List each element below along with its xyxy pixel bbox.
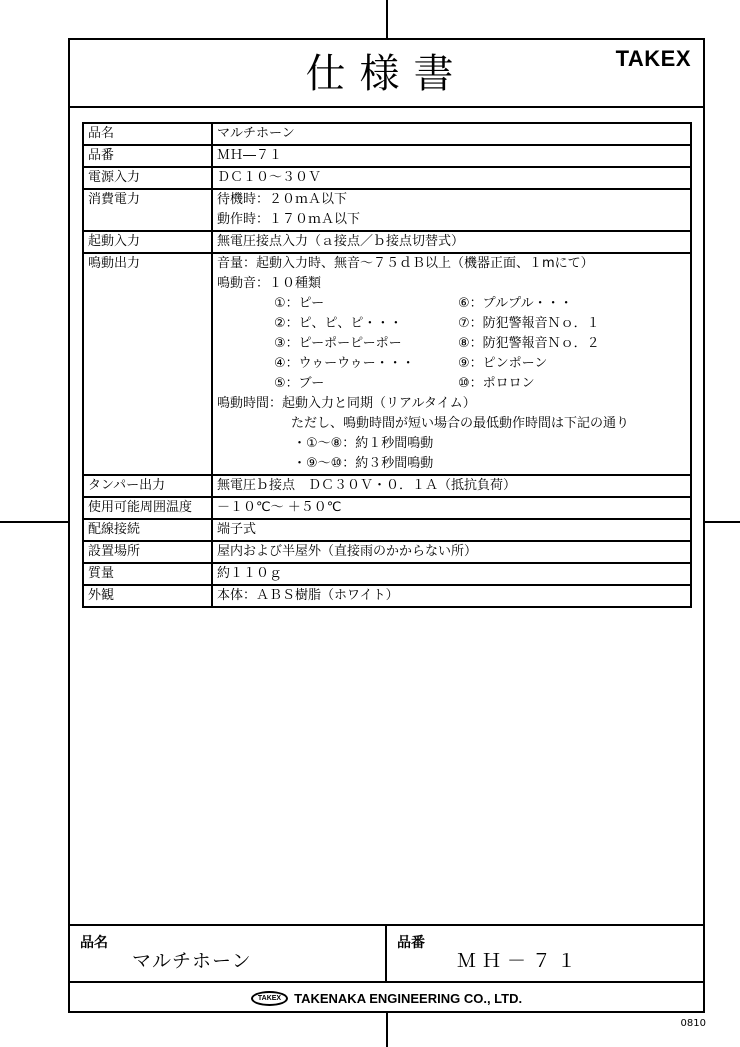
title-bar xyxy=(70,40,703,108)
spec-label: 質量 xyxy=(83,563,212,585)
spec-row-power-consumption xyxy=(83,189,691,231)
spec-row-trigger-input xyxy=(83,231,691,253)
spec-value: マルチホーン xyxy=(212,123,691,145)
spec-value: 屋内および半屋外（直接雨のかからない所） xyxy=(212,541,691,563)
crop-mark-left xyxy=(0,521,68,523)
footer-model-cell xyxy=(387,926,703,981)
spec-label: 設置場所 xyxy=(83,541,212,563)
tone-item: ⑦：防犯警報音Ｎｏ．１ xyxy=(458,316,600,331)
company-name: TAKENAKA ENGINEERING CO., LTD. xyxy=(294,990,523,1006)
spec-value: ＭＨ―７１ xyxy=(212,145,691,167)
spec-value: 無電圧接点入力（ａ接点／ｂ接点切替式） xyxy=(212,231,691,253)
spec-row-power-input xyxy=(83,167,691,189)
spec-row-appearance xyxy=(83,585,691,607)
footer-name-label: 品名 xyxy=(80,935,108,951)
spec-label: 品番 xyxy=(83,145,212,167)
spec-row-sound-output xyxy=(83,253,691,475)
spec-value: ＤＣ１０～３０Ｖ xyxy=(212,167,691,189)
document-title: 仕様書 xyxy=(305,51,468,97)
tone-item: ⑧：防犯警報音Ｎｏ．２ xyxy=(458,336,600,351)
brand-logo: TAKEX xyxy=(615,46,691,71)
spec-label: 電源入力 xyxy=(83,167,212,189)
duration-item: ・⑨～⑩：約３秒間鳴動 xyxy=(293,456,434,471)
spec-value xyxy=(212,253,691,475)
duration-note: ただし、鳴動時間が短い場合の最低動作時間は下記の通り xyxy=(291,416,630,431)
spec-label: 使用可能周囲温度 xyxy=(83,497,212,519)
spec-table xyxy=(82,122,692,608)
spec-value: 約１１０ｇ xyxy=(212,563,691,585)
crop-mark-bottom xyxy=(386,1012,388,1047)
spec-label: 外観 xyxy=(83,585,212,607)
footer-model-value: ＭＨ－７１ xyxy=(457,950,583,972)
volume-line: 音量：起動入力時、無音～７５ｄＢ以上（機器正面、１mにて） xyxy=(217,256,594,271)
tone-item: ⑨：ピンポーン xyxy=(458,356,548,371)
tone-item: ⑤：ブー xyxy=(274,376,325,391)
tones-title: 鳴動音：１０種類 xyxy=(217,276,322,291)
tone-list xyxy=(217,294,686,394)
crop-mark-top xyxy=(386,0,388,38)
tone-item: ①：ピー xyxy=(274,296,325,311)
spec-value: 端子式 xyxy=(212,519,691,541)
spec-label: タンパー出力 xyxy=(83,475,212,497)
spec-value: 無電圧ｂ接点 ＤＣ３０Ｖ・０．１Ａ（抵抗負荷） xyxy=(212,475,691,497)
spec-row-operating-temperature xyxy=(83,497,691,519)
spec-label: 消費電力 xyxy=(83,189,212,231)
crop-mark-right xyxy=(705,521,740,523)
spec-label: 鳴動出力 xyxy=(83,253,212,475)
document-code: 0810 xyxy=(680,1018,706,1029)
duration-title: 鳴動時間：起動入力と同期（リアルタイム） xyxy=(217,396,476,411)
footer-name-cell xyxy=(70,926,387,981)
spec-label: 品名 xyxy=(83,123,212,145)
spec-label: 起動入力 xyxy=(83,231,212,253)
spec-value: －１０℃～ ＋５０℃ xyxy=(212,497,691,519)
spec-row-model xyxy=(83,145,691,167)
company-bar xyxy=(70,983,703,1013)
tone-item: ③：ピーポーピーポー xyxy=(274,336,402,351)
tone-item: ②：ピ、ピ、ピ・・・ xyxy=(274,316,403,331)
spec-row-installation xyxy=(83,541,691,563)
spec-value: 本体：ＡＢＳ樹脂（ホワイト） xyxy=(212,585,691,607)
footer-product-box xyxy=(70,924,703,983)
spec-value: 待機時：２０ｍＡ以下 動作時：１７０ｍＡ以下 xyxy=(212,189,691,231)
spec-row-weight xyxy=(83,563,691,585)
spec-label: 配線接続 xyxy=(83,519,212,541)
spec-row-product-name xyxy=(83,123,691,145)
tone-item: ⑩：ポロロン xyxy=(458,376,535,391)
document-frame xyxy=(68,38,705,1013)
tone-item: ④：ウゥーウゥー・・・ xyxy=(274,356,415,371)
footer-name-value: マルチホーン xyxy=(132,950,252,972)
footer-model-label: 品番 xyxy=(397,935,425,951)
company-logo-icon: TAKEX xyxy=(251,991,288,1006)
duration-item: ・①～⑧：約１秒間鳴動 xyxy=(293,436,434,451)
spec-row-tamper-output xyxy=(83,475,691,497)
tone-item: ⑥：プルプル・・・ xyxy=(458,296,573,311)
spec-row-wiring xyxy=(83,519,691,541)
